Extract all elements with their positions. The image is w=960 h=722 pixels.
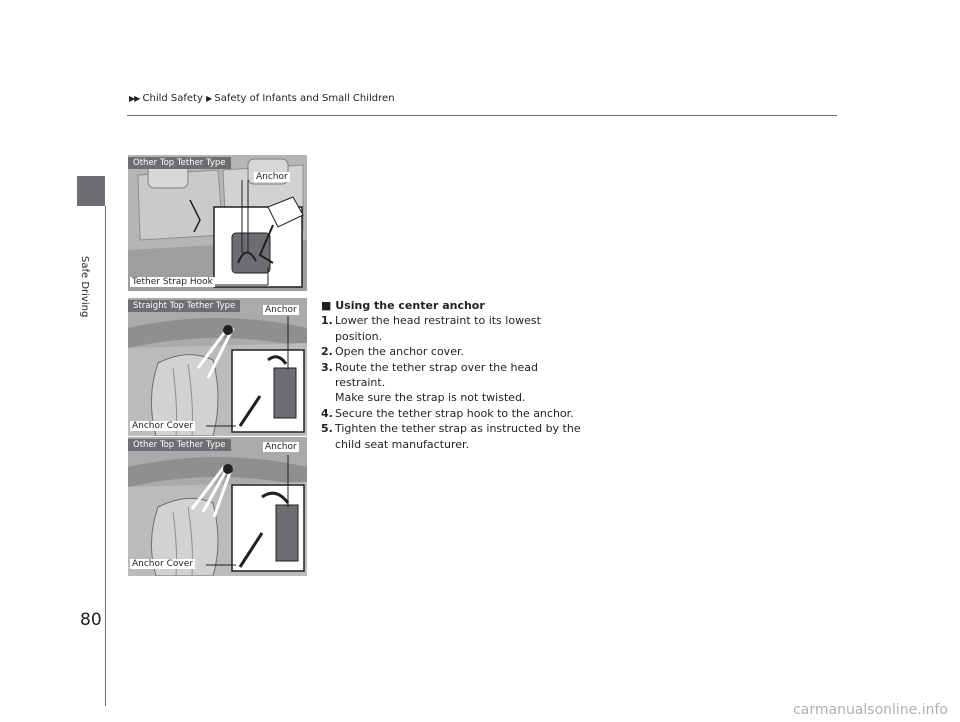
anchor-cover-label: Anchor Cover <box>132 559 193 569</box>
step-number: 4. <box>321 406 333 420</box>
figure-tag: Straight Top Tether Type <box>128 300 240 312</box>
anchor-label: Anchor <box>265 305 297 315</box>
watermark[interactable]: carmanualsonline.info <box>793 702 948 718</box>
step-item <box>321 344 581 359</box>
step-number: 3. <box>321 360 333 374</box>
step-number: 2. <box>321 345 333 359</box>
figure-other-top-tether-center <box>128 437 307 576</box>
breadcrumb-item-child-safety[interactable]: Child Safety <box>142 93 203 104</box>
figure-illustration <box>128 437 307 576</box>
anchor-label: Anchor <box>265 442 297 452</box>
step-text: Route the tether strap over the head restraint. <box>335 360 538 390</box>
step-item <box>321 421 581 452</box>
figure-tag: Other Top Tether Type <box>128 157 231 169</box>
figure-tag: Other Top Tether Type <box>128 439 231 451</box>
step-item <box>321 360 581 391</box>
step-text: Lower the head restraint to its lowest position. <box>335 314 541 343</box>
step-item <box>321 406 581 421</box>
section-tab-marker <box>77 176 105 206</box>
anchor-cover-label: Anchor Cover <box>132 421 193 431</box>
page-number: 80 <box>80 610 102 630</box>
step-item <box>321 313 581 344</box>
breadcrumb-separator-icon: ▶ <box>206 94 212 103</box>
breadcrumb <box>129 93 395 104</box>
figure-straight-top-tether <box>128 298 307 436</box>
anchor-label: Anchor <box>256 172 288 182</box>
header-rule <box>127 115 837 116</box>
breadcrumb-arrows-icon: ▶▶ <box>129 94 140 103</box>
step-note: Make sure the strap is not twisted. <box>335 391 526 405</box>
step-text: Open the anchor cover. <box>335 345 464 359</box>
figure-illustration <box>128 298 307 436</box>
step-number: 1. <box>321 314 333 328</box>
step-number: 5. <box>321 422 333 436</box>
section-side-rule <box>105 206 106 706</box>
tether-strap-hook-label: Tether Strap Hook <box>132 277 213 287</box>
square-bullet-icon: ■ <box>321 299 332 312</box>
step-text: Secure the tether strap hook to the anchor. <box>335 406 574 420</box>
breadcrumb-item-infants[interactable]: Safety of Infants and Small Children <box>214 93 395 104</box>
section-heading-text: Using the center anchor <box>335 299 485 312</box>
instructions <box>321 298 581 452</box>
figure-other-top-tether <box>128 155 307 291</box>
step-text: Tighten the tether strap as instructed by the child seat manufacturer. <box>335 422 581 451</box>
section-side-label: Safe Driving <box>79 256 90 318</box>
section-heading <box>321 298 581 313</box>
